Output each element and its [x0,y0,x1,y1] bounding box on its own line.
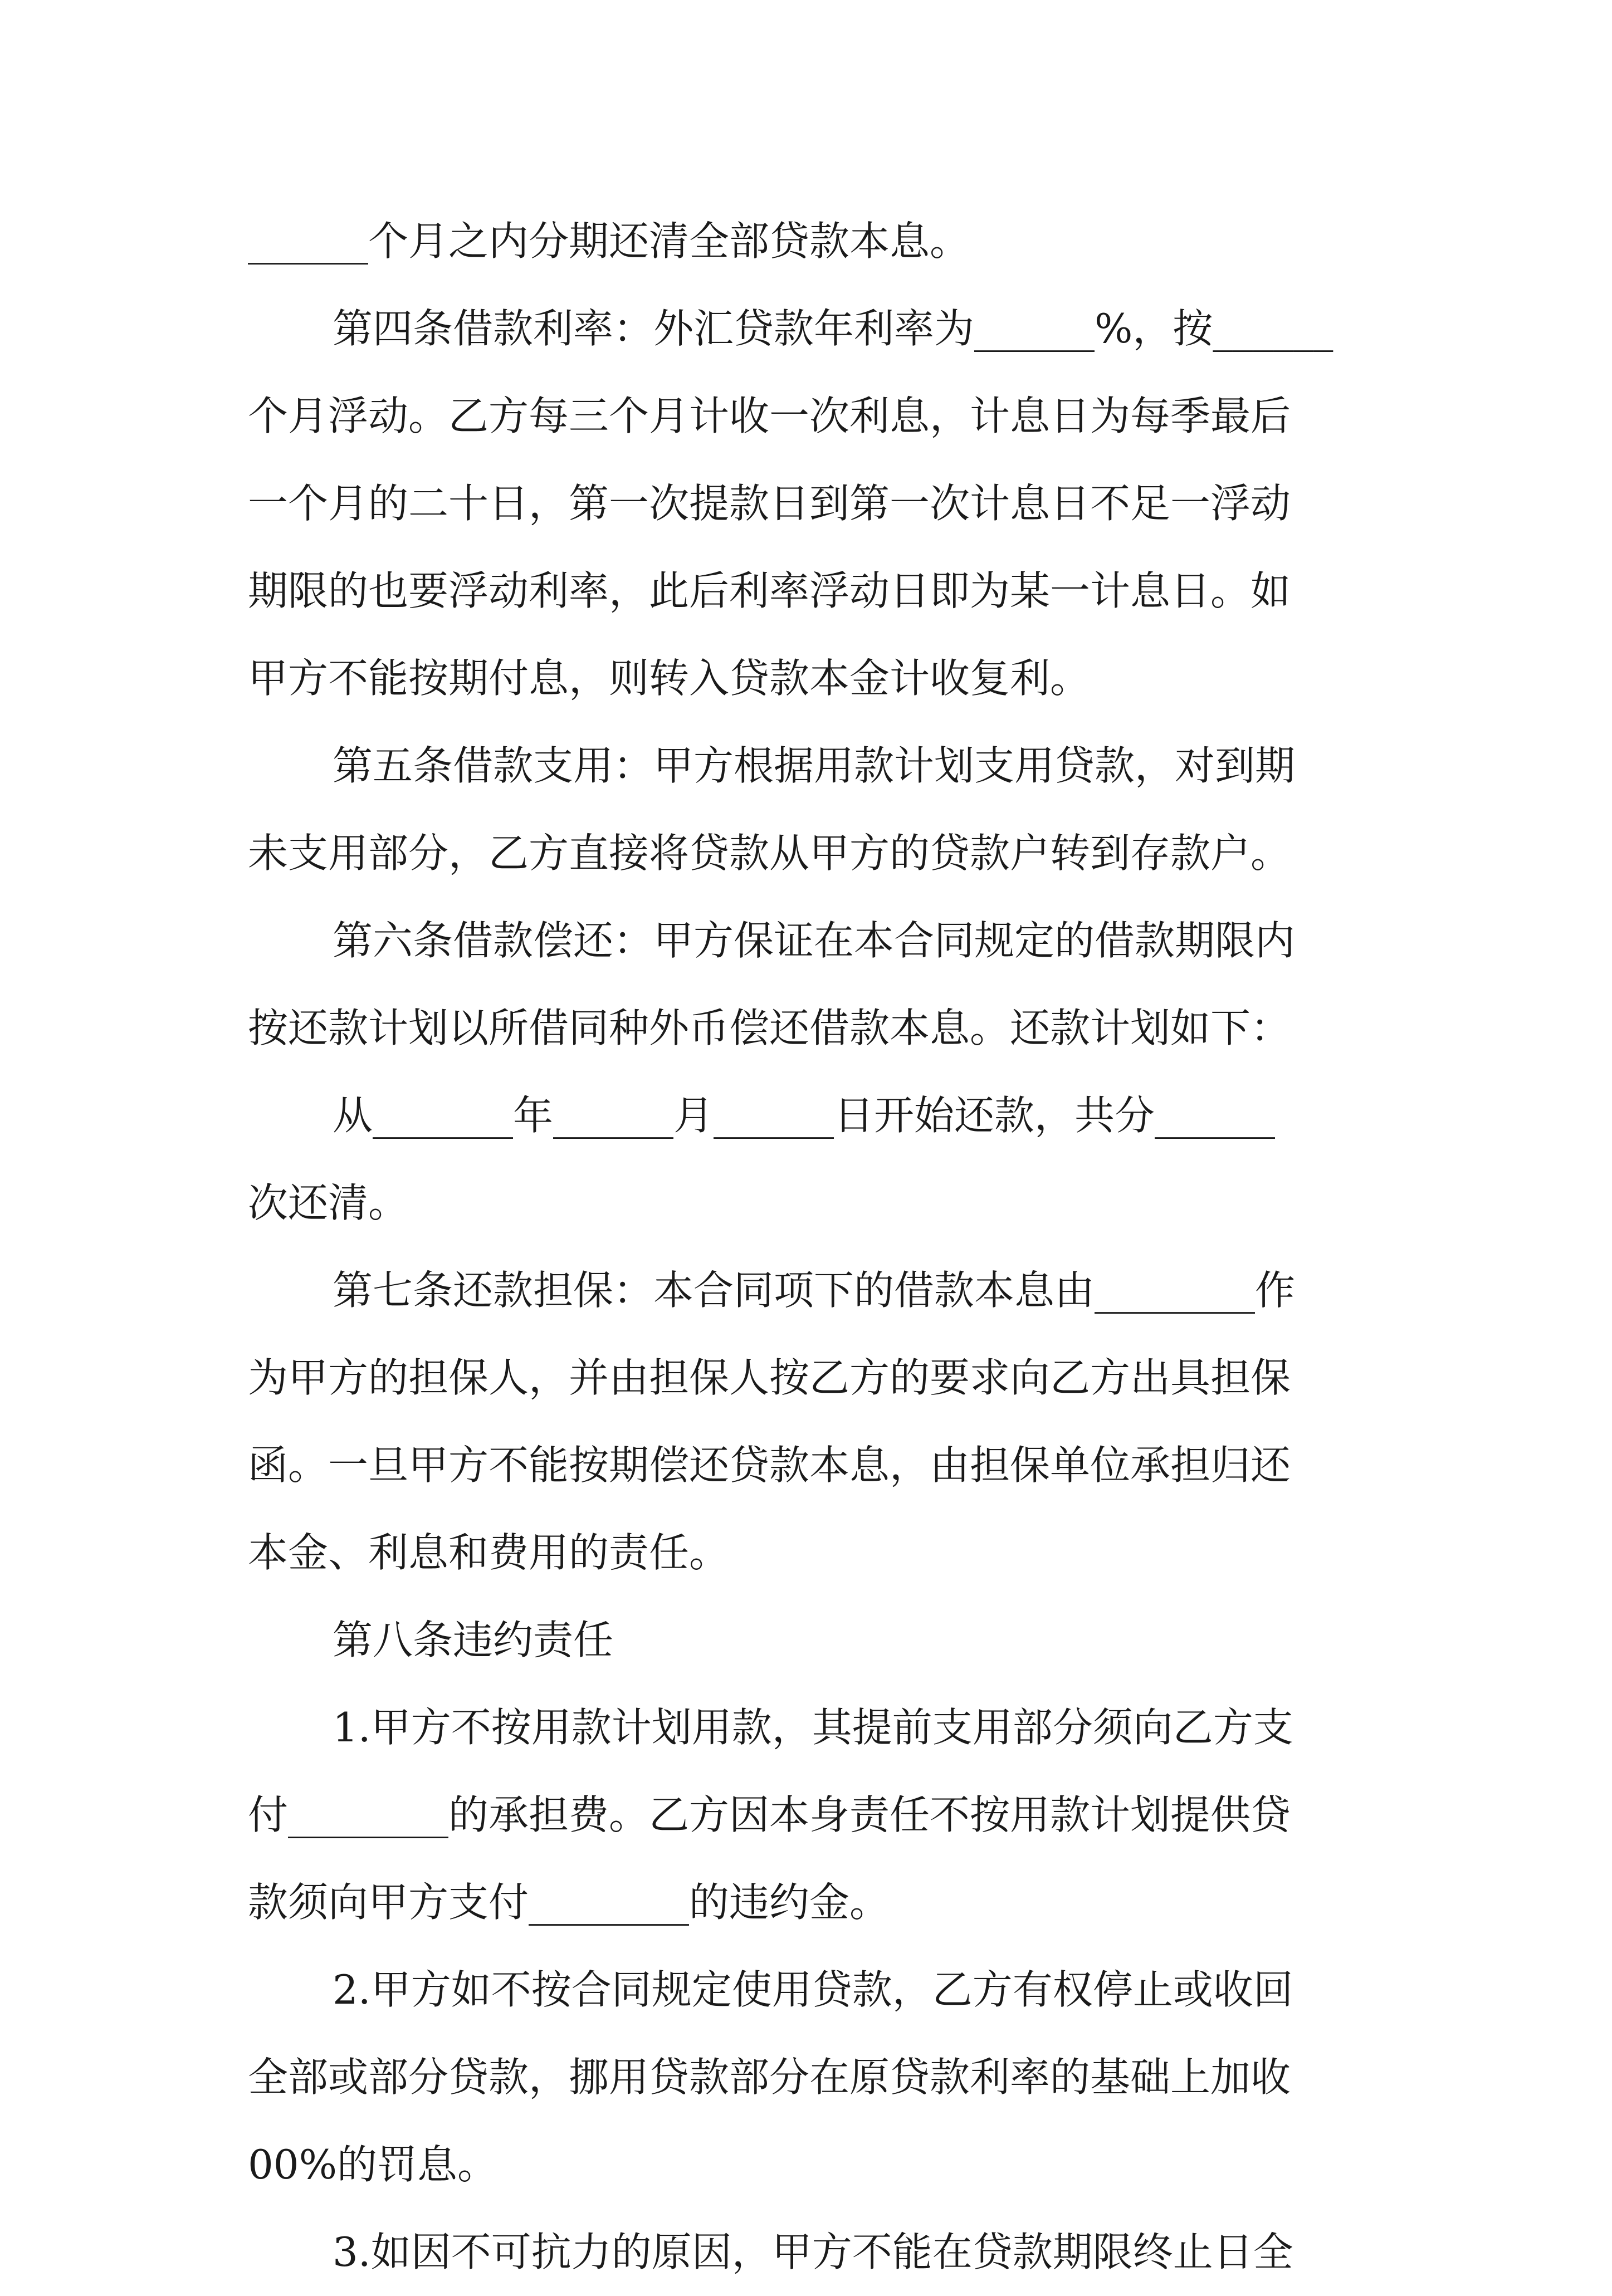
text-line: 为甲方的担保人，并由担保人按乙方的要求向乙方出具担保 [248,1354,1291,1401]
text-line: 一个月的二十日，第一次提款日到第一次计息日不足一浮动 [248,480,1291,527]
text-line: 1.甲方不按用款计划用款，其提前支用部分须向乙方支 [333,1704,1293,1751]
text-line: 第四条借款利率：外汇贷款年利率为______%，按______ [333,305,1333,352]
text-line: 第六条借款偿还：甲方保证在本合同规定的借款期限内 [333,917,1296,964]
text-line: 款须向甲方支付________的违约金。 [248,1879,890,1926]
text-line: 3.如因不可抗力的原因，甲方不能在贷款期限终止日全 [333,2229,1293,2275]
text-line: 未支用部分，乙方直接将贷款从甲方的贷款户转到存款户。 [248,830,1291,877]
text-line: 甲方不能按期付息，则转入贷款本金计收复利。 [248,655,1091,702]
text-line: 函。一旦甲方不能按期偿还贷款本息，由担保单位承担归还 [248,1442,1291,1489]
text-line: 全部或部分贷款，挪用贷款部分在原贷款利率的基础上加收 [248,2054,1291,2101]
text-line: ______个月之内分期还清全部贷款本息。 [248,218,970,265]
text-line: 期限的也要浮动利率，此后利率浮动日即为某一计息日。如 [248,567,1291,614]
text-line: 2.甲方如不按合同规定使用贷款，乙方有权停止或收回 [333,1966,1293,2013]
text-line: 第七条还款担保：本合同项下的借款本息由________作 [333,1267,1296,1314]
text-line: 次还清。 [248,1179,409,1226]
text-line: 00%的罚息。 [248,2141,498,2188]
text-line: 付________的承担费。乙方因本身责任不按用款计划提供贷 [248,1791,1291,1838]
text-line: 第五条借款支用：甲方根据用款计划支用贷款，对到期 [333,742,1296,789]
text-line: 从_______年______月______日开始还款，共分______ [333,1092,1276,1139]
text-line: 个月浮动。乙方每三个月计收一次利息，计息日为每季最后 [248,393,1291,439]
text-line: 第八条违约责任 [333,1617,614,1663]
document-body [248,198,1384,2296]
text-line: 按还款计划以所借同种外币偿还借款本息。还款计划如下： [248,1005,1291,1051]
text-line: 本金、利息和费用的责任。 [248,1529,730,1576]
